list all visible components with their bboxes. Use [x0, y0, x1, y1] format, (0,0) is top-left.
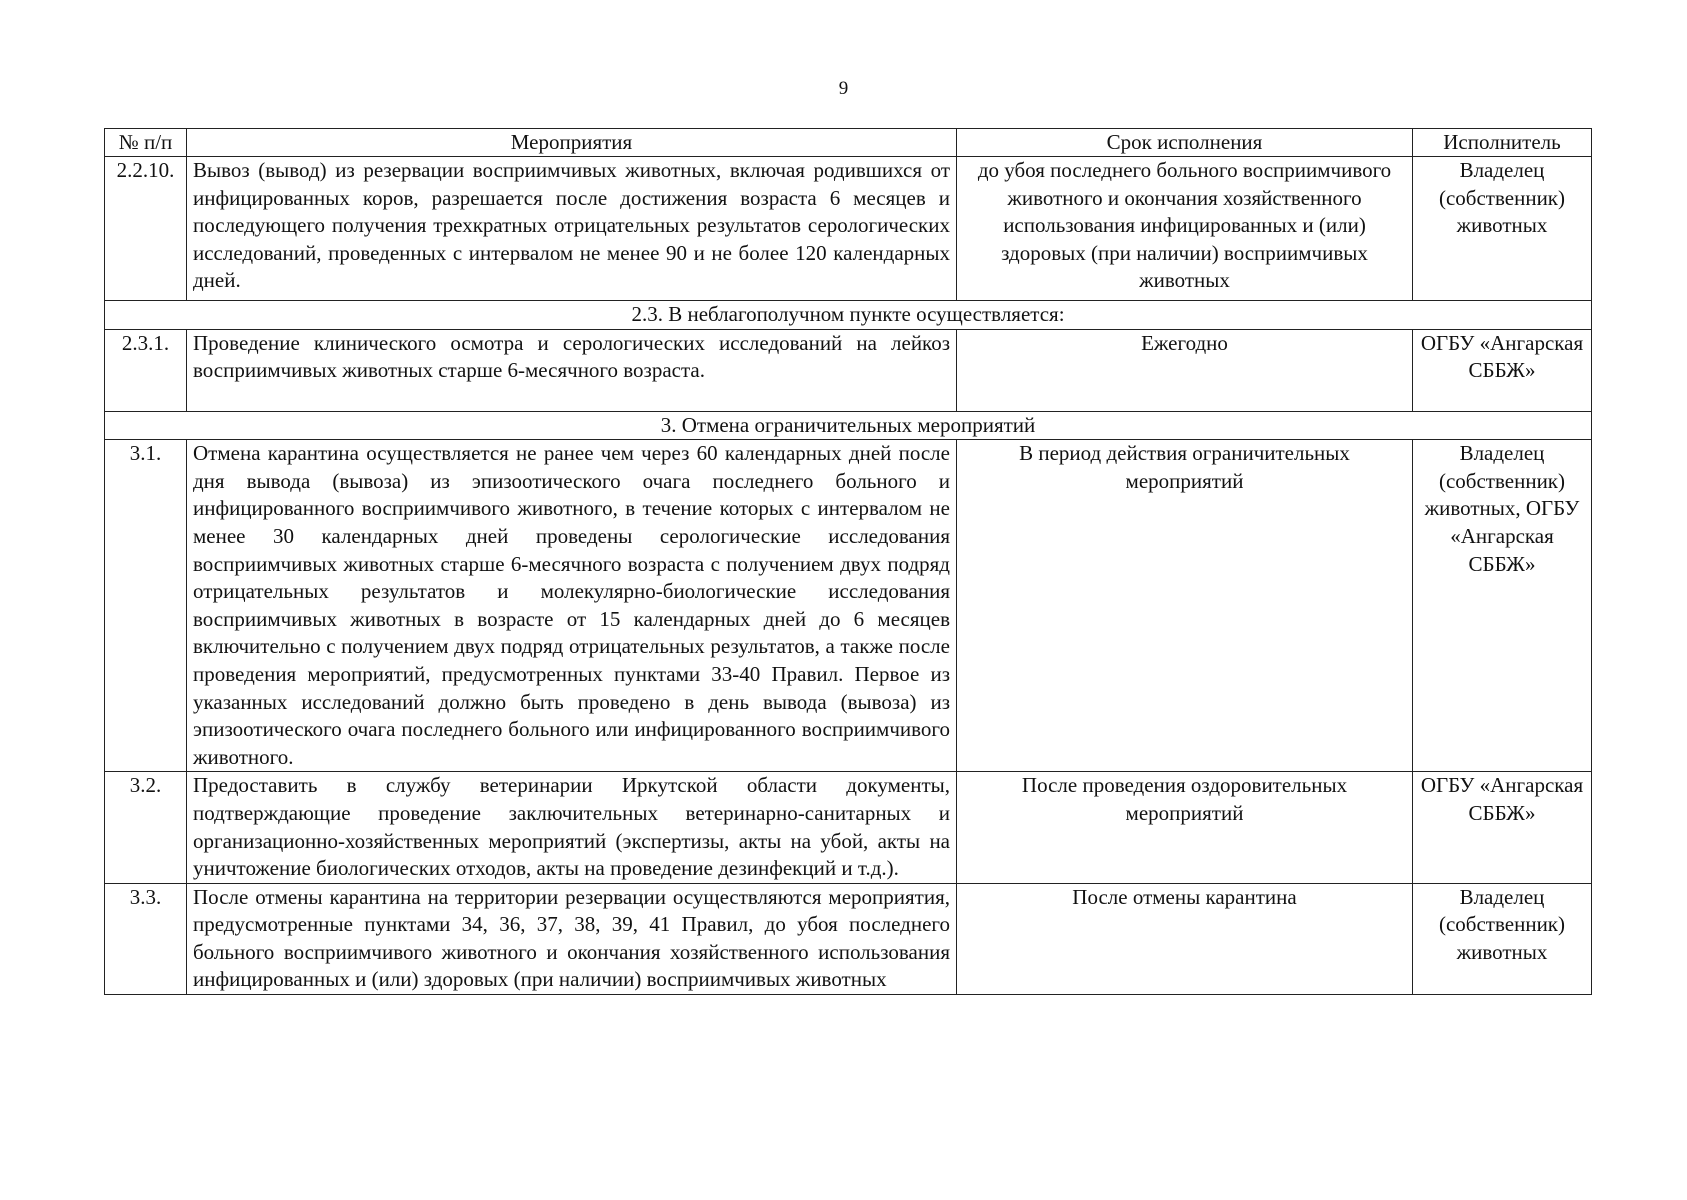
section-title: 2.3. В неблагополучном пункте осуществляется: [105, 301, 1592, 330]
table-row [105, 883, 1592, 994]
row-num: 2.2.10. [105, 157, 187, 301]
row-term: После отмены карантина [957, 883, 1413, 994]
table-row [105, 772, 1592, 883]
measures-table [104, 128, 1592, 995]
row-executor: ОГБУ «Ангарская СББЖ» [1413, 772, 1592, 883]
table-row [105, 440, 1592, 772]
row-executor: Владелец (собственник) животных [1413, 883, 1592, 994]
header-activity: Мероприятия [187, 129, 957, 157]
row-activity: После отмены карантина на территории резервации осуществляются мероприятия, предусмотренные пунктами 34, 36, 37, 38, 39, 41 Правил, до убоя последнего больного восприимчивого животного и окончания хозяйственного использования инфицированных и (или) здоровых (при наличии) восприимчивых животных [187, 883, 957, 994]
row-term: до убоя последнего больного восприимчивого животного и окончания хозяйственного использования инфицированных и (или) здоровых (при наличии) восприимчивых животных [957, 157, 1413, 301]
row-num: 3.3. [105, 883, 187, 994]
row-activity: Вывоз (вывод) из резервации восприимчивых животных, включая родившихся от инфицированных коров, разрешается после достижения возраста 6 месяцев и последующего получения трехкратных отрицательных результатов серологических исследований, проведенных с интервалом не менее 90 и не более 120 календарных дней. [187, 157, 957, 301]
row-num: 3.1. [105, 440, 187, 772]
section-row [105, 411, 1592, 440]
header-executor: Исполнитель [1413, 129, 1592, 157]
row-num: 2.3.1. [105, 329, 187, 411]
header-term: Срок исполнения [957, 129, 1413, 157]
row-num: 3.2. [105, 772, 187, 883]
row-term: После проведения оздоровительных мероприятий [957, 772, 1413, 883]
row-term: В период действия ограничительных мероприятий [957, 440, 1413, 772]
section-row [105, 301, 1592, 330]
row-term: Ежегодно [957, 329, 1413, 411]
row-executor: Владелец (собственник) животных, ОГБУ «Ангарская СББЖ» [1413, 440, 1592, 772]
row-activity: Отмена карантина осуществляется не ранее чем через 60 календарных дней после дня вывода (вывоза) из эпизоотического очага последнего больного и инфицированного восприимчивого животного, в течение которых с интервалом не менее 30 календарных дней проведены серологические исследования восприимчивых животных старше 6-месячного возраста с получением двух подряд отрицательных результатов и молекулярно-биологические исследования восприимчивых животных в возрасте от 15 календарных дней до 6 месяцев включительно с получением двух подряд отрицательных результатов, а также после проведения мероприятий, предусмотренных пунктами 33-40 Правил. Первое из указанных исследований должно быть проведено в день вывода (вывоза) из эпизоотического очага последнего больного или инфицированного восприимчивого животного. [187, 440, 957, 772]
page-number: 9 [838, 78, 849, 99]
row-executor: Владелец (собственник) животных [1413, 157, 1592, 301]
row-activity: Предоставить в службу ветеринарии Иркутской области документы, подтверждающие проведение заключительных ветеринарно-санитарных и организационно-хозяйственных мероприятий (экспертизы, акты на убой, акты на уничтожение биологических отходов, акты на проведение дезинфекций и т.д.). [187, 772, 957, 883]
table-row [105, 329, 1592, 411]
row-activity: Проведение клинического осмотра и серологических исследований на лейкоз восприимчивых животных старше 6-месячного возраста. [187, 329, 957, 411]
table-row [105, 157, 1592, 301]
header-num: № п/п [105, 129, 187, 157]
row-executor: ОГБУ «Ангарская СББЖ» [1413, 329, 1592, 411]
section-title: 3. Отмена ограничительных мероприятий [105, 411, 1592, 440]
table-header-row [105, 129, 1592, 157]
